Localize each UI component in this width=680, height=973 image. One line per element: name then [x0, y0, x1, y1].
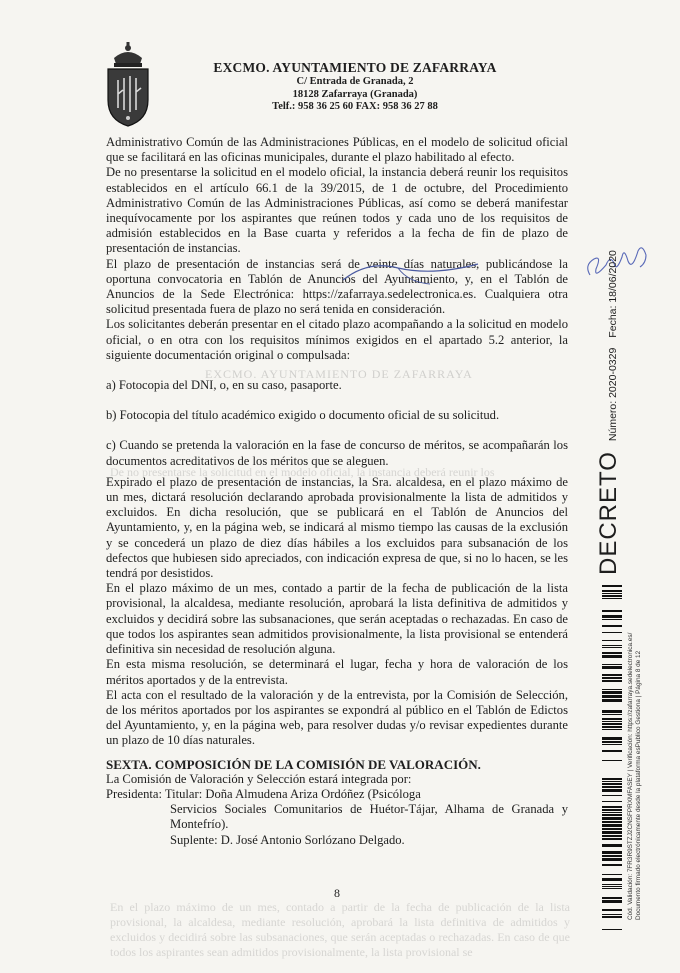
paragraph: El acta con el resultado de la valoración y de la entrevista, por la Comisión de Selección, de los méritos aportados por los aspirantes se expondrá al público en el Tablón de Edictos del Ayuntamiento, y, en la página web, para resolver dudas y/o revisar expedientes durante un plazo de 10 días naturales.: [106, 687, 568, 748]
list-item: c) Cuando se pretenda la valoración en la fase de concurso de méritos, se acompañarán los documentos acreditativos de los méritos que se aleguen.: [106, 438, 568, 468]
list-item: b) Fotocopia del título académico exigido o documento oficial de su solicitud.: [106, 408, 500, 423]
list-item: a) Fotocopia del DNI, o, en su caso, pasaporte.: [106, 378, 342, 393]
paragraph: De no presentarse la solicitud en el modelo oficial, la instancia deberá reunir los requisitos establecidos en el artículo 66.1 de la 39/2015, de 1 de octubre, del Procedimiento Administrativo Común de las Administraciones Públicas, así como se deberá manifestar inequívocamente por los aspirantes que reúnen todos y cada uno de los requisitos de admisión establecidos en la Base cuarta y referidos a la fecha de fin de plazo de presentación de instancias.: [106, 165, 568, 256]
bleed-through-text-lower: En el plazo máximo de un mes, contado a partir de la fecha de publicación de la lista provisional, la alcaldesa, mediante resolución, aprobará la lista definitiva de admitidos y excluidos y decidirá sobre las subsanaciones, que serán aceptadas o rechazadas. En caso de que todos los aspirantes sean admitidos provisionalmente, la lista provisional se: [110, 900, 570, 959]
letterhead: [190, 60, 520, 114]
paragraph: En el plazo máximo de un mes, contado a partir de la fecha de publicación de la lista provisional, la alcaldesa, mediante resolución, aprobará la lista definitiva de admitidos y excluidos y decidirá sobre las subsanaciones, que serán aceptadas o rechazadas. En caso de que todos los aspirantes sean admitidos provisionalmente, la lista provisional se entenderá definitiva sin necesidad de resolución alguna.: [106, 581, 568, 657]
committee-president-detail: Servicios Sociales Comunitarios de Huétor-Tájar, Alhama de Granada y Montefrío).: [170, 802, 568, 832]
paragraph: En esta misma resolución, se determinará el lugar, fecha y hora de valoración de los méritos aportados y de la entrevista.: [106, 657, 568, 687]
decree-stamp: [595, 250, 623, 575]
bleed-through-text: De no presentarse la solicitud en el modelo oficial, la instancia deberá reunir los: [110, 465, 495, 479]
coat-of-arms-logo: [104, 42, 152, 128]
committee-substitute: Suplente: D. José Antonio Sorlózano Delgado.: [170, 832, 405, 847]
paragraph: Los solicitantes deberán presentar en el citado plazo acompañando a la solicitud en modelo oficial, o en otra con los requisitos mínimos exigidos en el apartado 5.2 anterior, la siguiente documentación original o compulsada:: [106, 317, 568, 362]
paragraph: La Comisión de Valoración y Selección estará integrada por:: [106, 771, 412, 786]
paragraph: El plazo de presentación de instancias será de veinte días naturales, publicándose la oportuna convocatoria en Tablón de Anuncios del Ayuntamiento, y, en el Tablón de Anuncios de la Sede Electrónica: https://zafarraya.sedelectronica.es. Cualquiera otra solicitud presentada fuera de plazo no será tenida en consideración.: [106, 256, 568, 317]
section-heading: SEXTA. COMPOSICIÓN DE LA COMISIÓN DE VALORACIÓN.: [106, 756, 481, 772]
bleed-through-title: EXCMO. AYUNTAMIENTO DE ZAFARRAYA: [205, 367, 473, 381]
verification-line: Documento firmado electrónicamente desde la plataforma esPublico Gestiona | Página 8 de 12: [635, 650, 642, 920]
phone-fax: Telf.: 958 36 25 60 FAX: 958 36 27 88: [272, 101, 438, 112]
paragraph: Administrativo Común de las Administraciones Públicas, en el modelo de solicitud oficial que se facilitará en las oficinas municipales, durante el plazo habilitado al efecto.: [106, 135, 568, 165]
organization-name: EXCMO. AYUNTAMIENTO DE ZAFARRAYA: [213, 60, 497, 75]
verification-line: Cód. Validación: 7FR3R9STZJ2CNSFPRXMFASEY | Verificación: https://zafarraya.sedelectronica.es/: [627, 632, 634, 920]
address: C/ Entrada de Granada, 2: [296, 76, 414, 87]
handwritten-mark: [338, 258, 488, 288]
verification-text: [627, 633, 643, 920]
page-number: 8: [334, 886, 340, 900]
barcode: [602, 585, 622, 940]
document-body: [106, 135, 568, 848]
decree-number: Número: 2020-0329: [607, 347, 619, 442]
decree-date: Fecha: 18/06/2020: [607, 250, 619, 338]
decree-label: DECRETO: [595, 451, 622, 575]
city: 18128 Zafarraya (Granada): [292, 88, 418, 100]
committee-president: Presidenta: Titular: Doña Almudena Ariza Ordóñez (Psicóloga: [106, 786, 421, 801]
paragraph: Expirado el plazo de presentación de instancias, la Sra. alcaldesa, en el plazo máximo de un mes, dictará resolución declarando aprobada provisionalmente la lista de admitidos y excluidos. En dicha resolución, que se publicará en el Tablón de Anuncios del Ayuntamiento, y, en la página web, se indicará al mismo tiempo las causas de la exclusión y se concederá un plazo de diez días hábiles a los excluidos para subsanación de los defectos que hubiesen sido apreciados, con indicación expresa de que, si no lo hacen, se les tendrá por desistidos.: [106, 474, 568, 581]
